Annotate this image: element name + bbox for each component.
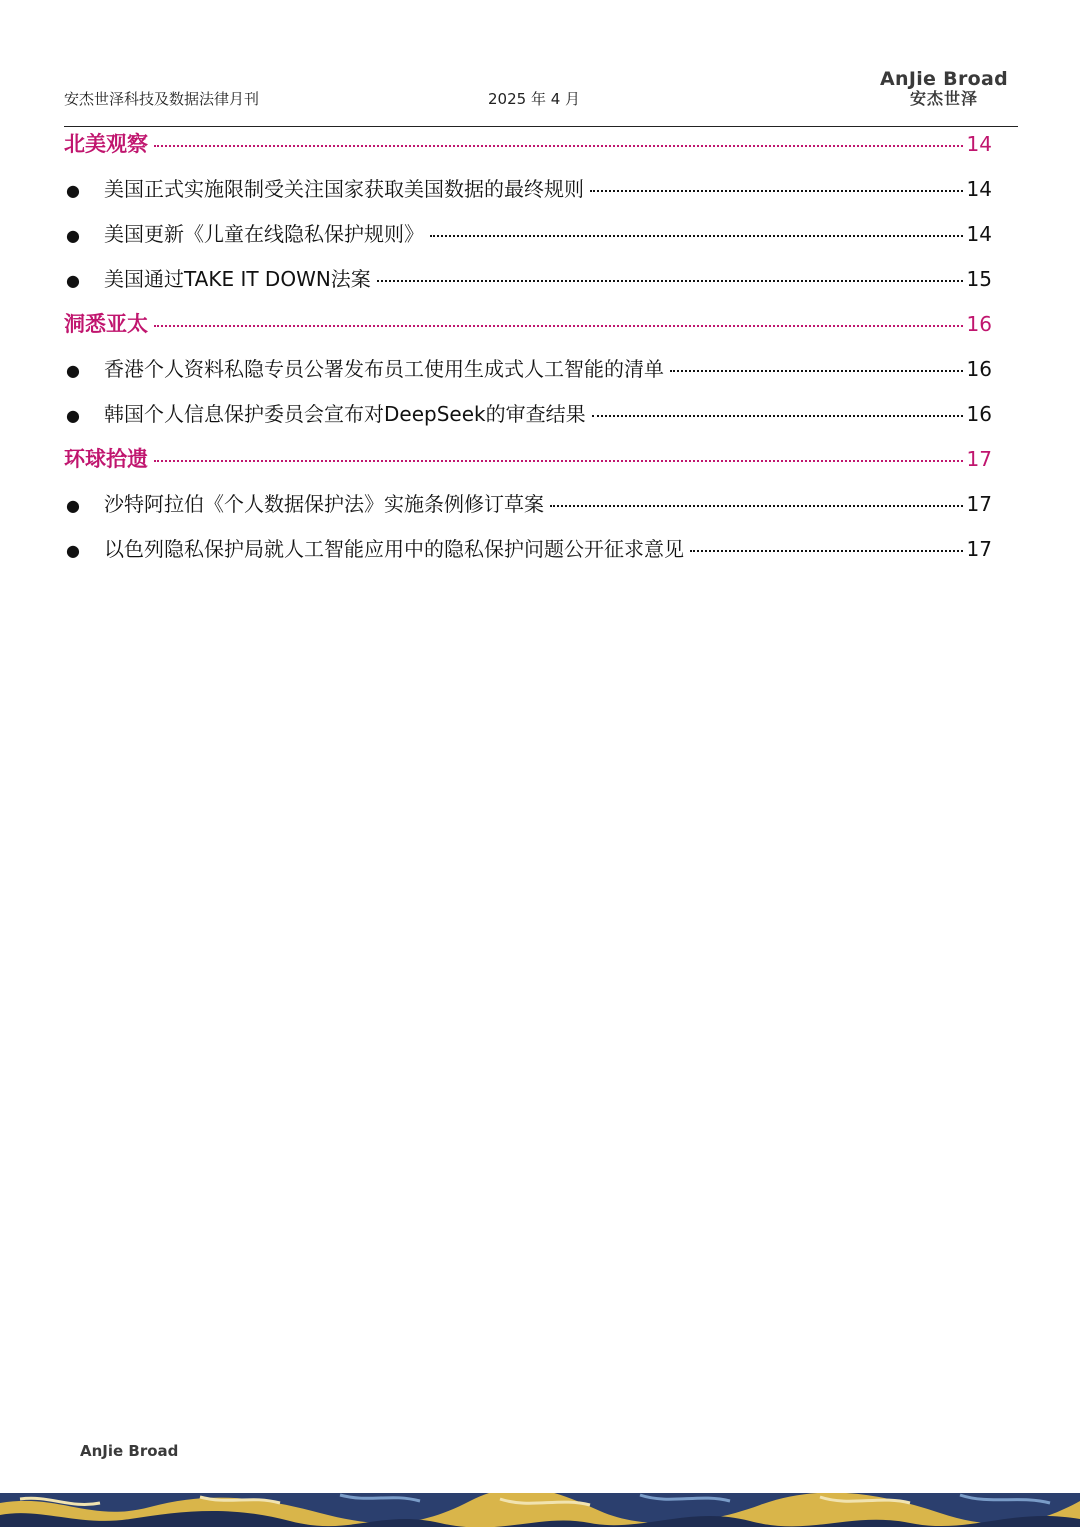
logo-english: AnJie Broad bbox=[880, 68, 1008, 90]
toc-page-number: 16 bbox=[966, 402, 992, 426]
dot-leader bbox=[592, 415, 963, 417]
toc-page-number: 15 bbox=[966, 267, 992, 291]
bullet-icon: ● bbox=[66, 406, 80, 425]
toc-page-number: 17 bbox=[966, 447, 992, 471]
toc-page-number: 14 bbox=[966, 177, 992, 201]
toc-item[interactable] bbox=[64, 263, 992, 299]
toc-item-title: 韩国个人信息保护委员会宣布对DeepSeek的审查结果 bbox=[104, 402, 586, 426]
decorative-painting-strip bbox=[0, 1493, 1080, 1527]
toc-item[interactable] bbox=[64, 173, 992, 209]
toc-item-title: 美国正式实施限制受关注国家获取美国数据的最终规则 bbox=[104, 177, 584, 201]
toc-item[interactable] bbox=[64, 398, 992, 434]
toc-section-title: 北美观察 bbox=[64, 132, 148, 156]
toc-item-title: 美国通过TAKE IT DOWN法案 bbox=[104, 267, 371, 291]
bullet-icon: ● bbox=[66, 496, 80, 515]
toc-item[interactable] bbox=[64, 533, 992, 569]
bullet-icon: ● bbox=[66, 181, 80, 200]
dot-leader bbox=[690, 550, 963, 552]
publication-title: 安杰世泽科技及数据法律月刊 bbox=[64, 90, 260, 108]
toc-item[interactable] bbox=[64, 353, 992, 389]
toc-item-title: 沙特阿拉伯《个人数据保护法》实施条例修订草案 bbox=[104, 492, 544, 516]
toc-page-number: 14 bbox=[966, 222, 992, 246]
bullet-icon: ● bbox=[66, 226, 80, 245]
toc-item-title: 以色列隐私保护局就人工智能应用中的隐私保护问题公开征求意见 bbox=[104, 537, 684, 561]
anjie-broad-logo bbox=[880, 68, 1008, 108]
dot-leader bbox=[377, 280, 963, 282]
bullet-icon: ● bbox=[66, 541, 80, 560]
bullet-icon: ● bbox=[66, 361, 80, 380]
dot-leader bbox=[154, 325, 963, 327]
toc-section-title: 环球拾遗 bbox=[64, 447, 148, 471]
toc-page-number: 17 bbox=[966, 537, 992, 561]
dot-leader bbox=[154, 460, 963, 462]
dot-leader bbox=[154, 145, 963, 147]
footer-logo: AnJie Broad bbox=[80, 1442, 179, 1460]
dot-leader bbox=[550, 505, 963, 507]
toc-section[interactable] bbox=[64, 443, 992, 479]
logo-chinese: 安杰世泽 bbox=[910, 89, 979, 108]
toc-page-number: 16 bbox=[966, 357, 992, 381]
bullet-icon: ● bbox=[66, 271, 80, 290]
dot-leader bbox=[430, 235, 963, 237]
toc-item[interactable] bbox=[64, 218, 992, 254]
toc-page-number: 16 bbox=[966, 312, 992, 336]
dot-leader bbox=[670, 370, 963, 372]
toc-page-number: 17 bbox=[966, 492, 992, 516]
toc-item[interactable] bbox=[64, 488, 992, 524]
toc-item-title: 香港个人资料私隐专员公署发布员工使用生成式人工智能的清单 bbox=[104, 357, 664, 381]
page-header bbox=[64, 62, 1018, 127]
toc-section-title: 洞悉亚太 bbox=[64, 312, 148, 336]
issue-date: 2025 年 4 月 bbox=[488, 90, 581, 108]
toc-item-title: 美国更新《儿童在线隐私保护规则》 bbox=[104, 222, 424, 246]
toc-section[interactable] bbox=[64, 128, 992, 164]
dot-leader bbox=[590, 190, 963, 192]
toc-page-number: 14 bbox=[966, 132, 992, 156]
toc-section[interactable] bbox=[64, 308, 992, 344]
